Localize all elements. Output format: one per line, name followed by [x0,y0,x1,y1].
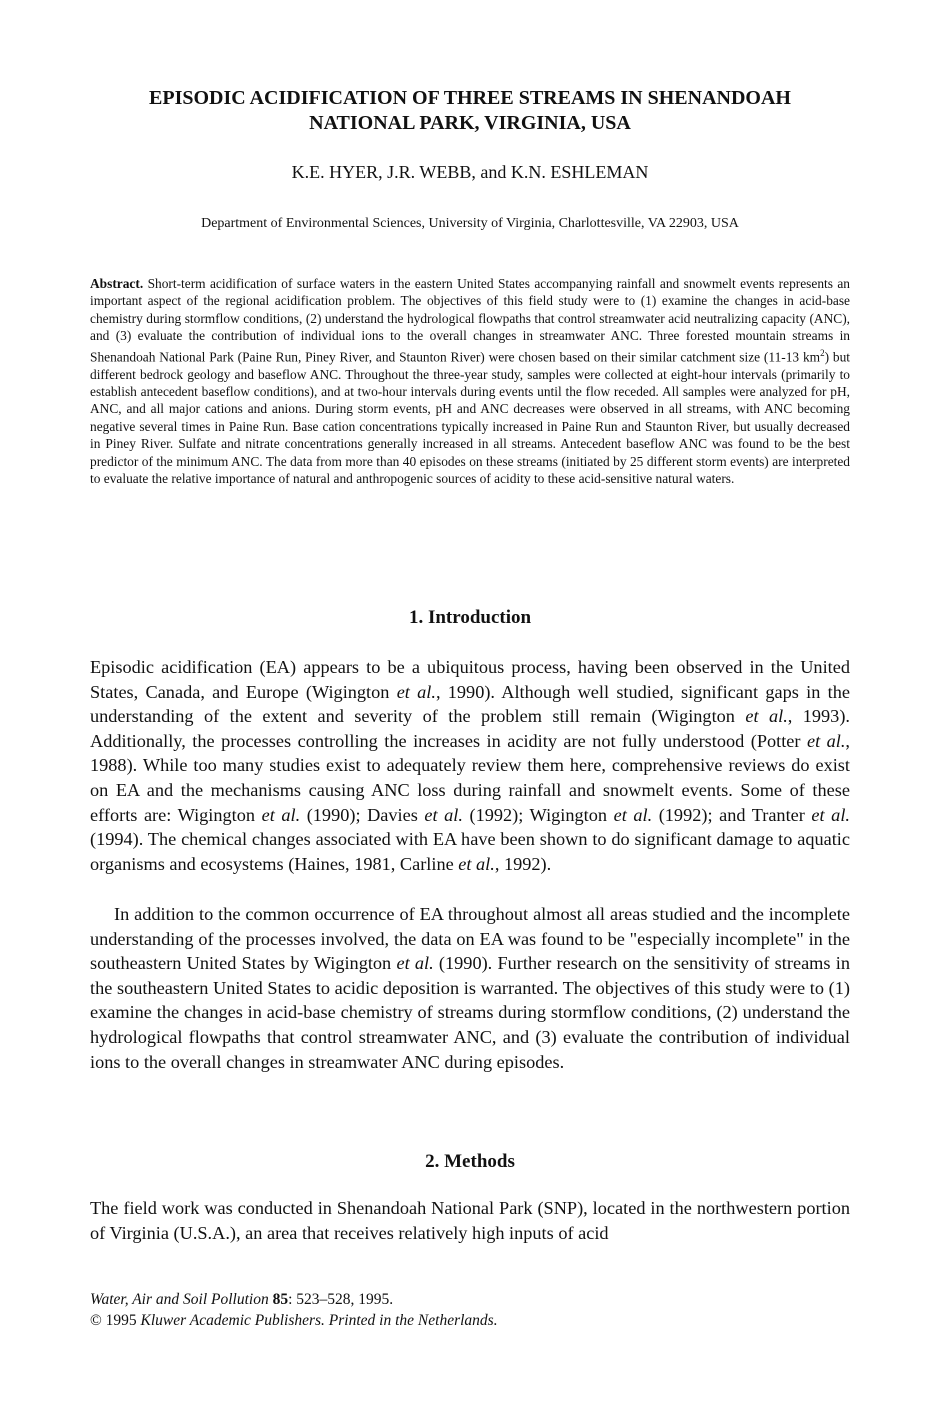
text-run: (1994). The chemical changes associated with EA have been shown to do significant damage to aquatic organisms and ecosystems (Haines, 1981, Carline [90,829,850,874]
methods-paragraph-1: The field work was conducted in Shenandoah National Park (SNP), located in the northwestern portion of Virginia (U.S.A.), an area that receives relatively high inputs of acid [90,1198,850,1243]
citation-etal: et al. [806,730,846,751]
text-run: Episodic acidification (EA) appears to be a ubiquitous process, having been observed in the United States, Canada, and Europe (Wigington [90,657,850,702]
text-run: (1992); and Tranter [652,804,812,825]
paper-title [90,86,850,136]
abstract-text-part-2: ) but different bedrock geology and baseflow ANC. Throughout the three-year study, samples were collected at eight-hour intervals (primarily to establish antecedent baseflow conditions), and at two-hour intervals during events until the flow receded. All samples were analyzed for pH, ANC, and all major cations and anions. During storm events, pH and ANC decreases were observed in all streams, with ANC becoming negative several times in Paine Run. Base cation concentrations typically increased in Paine Run and Staunton River, but usually decreased in Piney River. Sulfate and nitrate concentrations generally increased in all streams. Antecedent baseflow ANC was found to be the best predictor of the minimum ANC. The data from more than 40 episodes on these streams (initiated by 25 different storm events) are interpreted to evaluate the relative importance of natural and anthropogenic sources of acidity to these acid-sensitive natural waters. [90,349,850,486]
text-run: (1990); Davies [300,804,425,825]
citation-line [90,1289,850,1310]
title-line-2: NATIONAL PARK, VIRGINIA, USA [309,112,631,134]
intro-paragraph-2 [90,902,850,1074]
citation-etal: et al. [261,804,301,825]
copyright-line [90,1310,850,1331]
citation-etal: et al. [458,853,495,874]
journal-volume: 85 [272,1291,289,1308]
journal-footer [90,1289,850,1331]
citation-etal: et al. [396,953,434,974]
copyright-symbol: © [90,1312,102,1329]
author-list: K.E. HYER, J.R. WEBB, and K.N. ESHLEMAN [291,162,649,182]
text-run: (1992); Wigington [462,804,614,825]
citation-etal: et al. [396,681,436,702]
journal-name: Water, Air and Soil Pollution [90,1291,269,1308]
citation-etal: et al. [745,706,788,727]
abstract-label: Abstract. [90,276,144,291]
publisher-name: Kluwer Academic Publishers. Printed in the Netherlands. [140,1312,498,1329]
text-run: , 1990). Although well studied, significant gaps in the understanding of the extent and severity of the problem still remain (Wigington [90,681,850,727]
abstract-superscript: 2 [820,347,825,358]
text-run: , 1993). Additionally, the processes controlling the increases in acidity are not fully understood (Potter [90,706,850,751]
text-run: (1990). Further research on the sensitivity of streams in the southeastern United States to acidic deposition is warranted. The objectives of this study were to (1) examine the changes in acid-base chemistry of streams during stormflow conditions, (2) understand the hydrological flowpaths that control streamwater ANC, and (3) evaluate the contribution of individual ions to the overall changes in streamwater ANC during episodes. [90,953,850,1072]
abstract [90,275,850,487]
citation-etal: et al. [424,804,463,825]
section-heading-introduction: 1. Introduction [408,607,532,628]
abstract-text-part-1: Short-term acidification of surface waters in the eastern United States accompanying rainfall and snowmelt events represents an important aspect of the regional acidification problem. The objectives of this field study were to (1) examine the changes in acid-base chemistry during stormflow conditions, (2) understand the hydrological flowpaths that control streamwater acid neutralizing capacity (ANC), and (3) evaluate the contribution of individual ions to the overall changes in streamwater ANC. Three forested mountain streams in Shenandoah National Park (Paine Run, Piney River, and Staunton River) were chosen based on their similar catchment size (11-13 km [90,276,850,365]
text-run: In addition to the common occurrence of EA throughout almost all areas studied and the incomplete understanding of the processes involved, the data on EA was found to be "especially incomplete" in the southeastern United States by Wigington [90,904,850,974]
journal-pages: : 523–528, 1995. [288,1291,394,1308]
intro-paragraph-1 [90,655,850,876]
text-run: , 1992). [494,853,552,874]
copyright-year: 1995 [101,1312,141,1329]
section-heading-methods: 2. Methods [425,1151,515,1172]
affiliation: Department of Environmental Sciences, University of Virginia, Charlottesville, VA 22903, USA [201,216,739,231]
text-run: , 1988). While too many studies exist to adequately review them here, comprehensive reviews do exist on EA and the mechanisms causing ANC loss during rainfall and snowmelt events. Some of these efforts are: Wigington [90,730,850,825]
citation-etal: et al. [613,804,653,825]
title-line-1: EPISODIC ACIDIFICATION OF THREE STREAMS IN SHENANDOAH [149,87,791,109]
citation-etal: et al. [811,804,850,825]
